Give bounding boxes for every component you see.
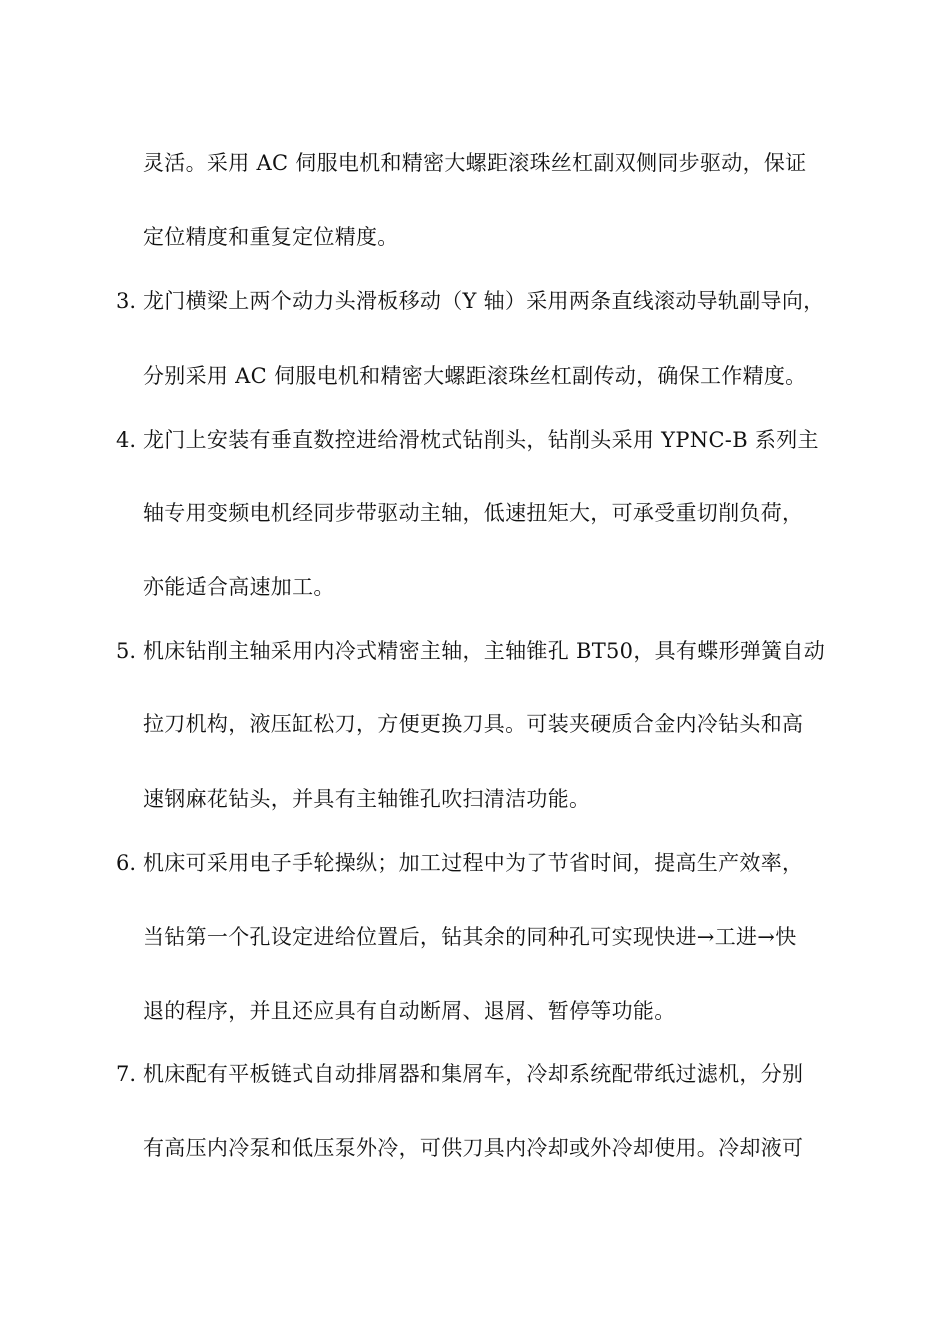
list-item-line: 分别采用 AC 伺服电机和精密大螺距滚珠丝杠副传动，确保工作精度。: [143, 364, 807, 388]
list-item-line: 速钢麻花钻头，并具有主轴锥孔吹扫清洁功能。: [143, 787, 591, 811]
list-item-line: 龙门横梁上两个动力头滑板移动（Y 轴）采用两条直线滚动导轨副导向，: [143, 289, 825, 313]
list-item-line: 机床钻削主轴采用内冷式精密主轴，主轴锥孔 BT50，具有蝶形弹簧自动: [143, 639, 826, 663]
list-item-line: 亦能适合高速加工。: [143, 575, 335, 599]
list-item-line: 有高压内冷泵和低压泵外冷，可供刀具内冷却或外冷却使用。冷却液可: [143, 1136, 804, 1160]
paragraph-line: 灵活。采用 AC 伺服电机和精密大螺距滚珠丝杠副双侧同步驱动，保证: [143, 151, 807, 175]
list-item-line: 机床可采用电子手轮操纵；加工过程中为了节省时间，提高生产效率，: [143, 851, 804, 875]
list-item-number: 7.: [116, 1062, 137, 1086]
list-item-line: 机床配有平板链式自动排屑器和集屑车，冷却系统配带纸过滤机，分别: [143, 1062, 804, 1086]
list-item-line: 拉刀机构，液压缸松刀，方便更换刀具。可装夹硬质合金内冷钻头和高: [143, 712, 804, 736]
list-item-number: 5.: [116, 639, 137, 663]
list-item-line: 退的程序，并且还应具有自动断屑、退屑、暂停等功能。: [143, 999, 676, 1023]
paragraph-line: 定位精度和重复定位精度。: [143, 225, 399, 249]
list-item-number: 6.: [116, 851, 137, 875]
list-item-number: 4.: [116, 428, 137, 452]
list-item-number: 3.: [116, 289, 137, 313]
list-item-line: 当钻第一个孔设定进给位置后，钻其余的同种孔可实现快进→工进→快: [143, 925, 797, 949]
list-item-line: 龙门上安装有垂直数控进给滑枕式钻削头，钻削头采用 YPNC-B 系列主: [143, 428, 819, 452]
list-item-line: 轴专用变频电机经同步带驱动主轴，低速扭矩大，可承受重切削负荷，: [143, 501, 804, 525]
